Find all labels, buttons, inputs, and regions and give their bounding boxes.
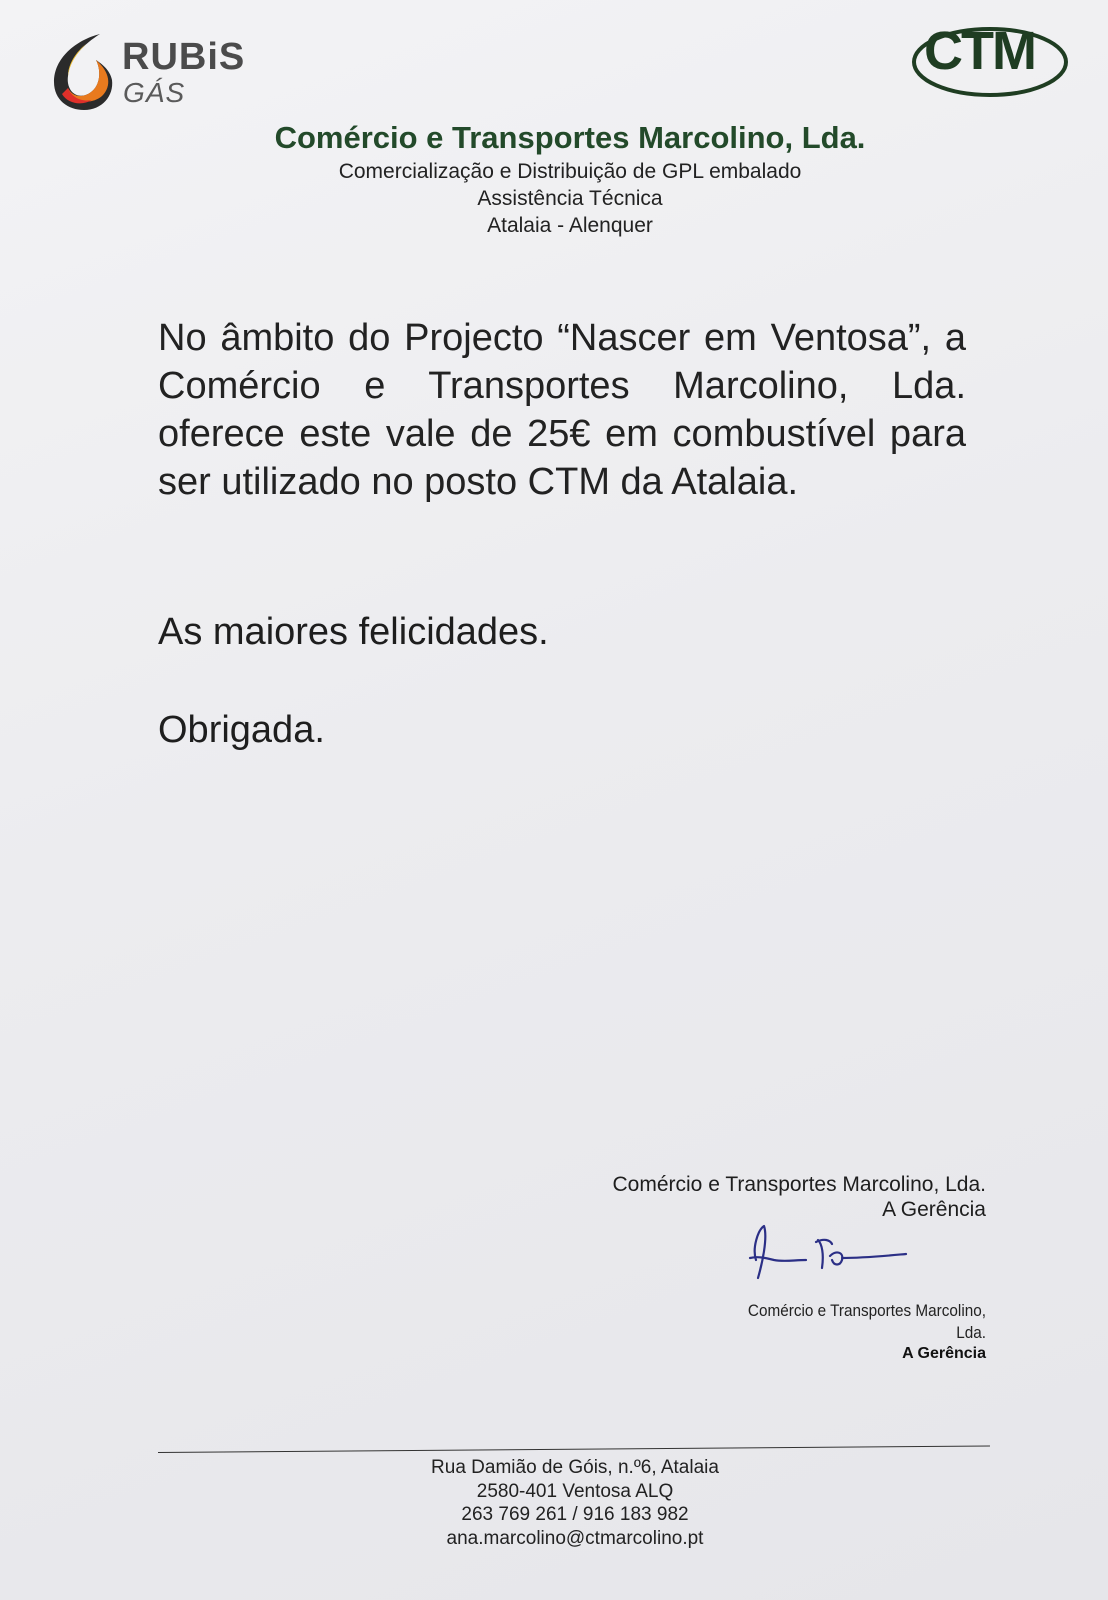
- body-paragraph: No âmbito do Projecto “Nascer em Ventosa”, a Comércio e Transportes Marcolino, Lda. oferece este vale de 25€ em combustível para ser utilizado no posto CTM da Atalaia.: [158, 317, 966, 503]
- footer: [380, 1456, 770, 1550]
- ctm-logo: [910, 20, 1070, 100]
- handwritten-signature: [744, 1220, 934, 1290]
- footer-postal-code: 2580-401 Ventosa ALQ: [476, 1480, 674, 1502]
- letterhead: [160, 118, 980, 239]
- signature-company: Comércio e Transportes Marcolino, Lda.: [612, 1173, 986, 1196]
- company-name: Comércio e Transportes Marcolino, Lda.: [274, 120, 866, 155]
- flame-icon: [46, 30, 118, 112]
- footer-phones: 263 769 261 / 916 183 982: [461, 1504, 689, 1525]
- letter-body: [158, 314, 966, 506]
- closing-thanks: Obrigada.: [158, 709, 325, 751]
- stamp-role: A Gerência: [902, 1345, 986, 1362]
- stamp-company: Comércio e Transportes Marcolino, Lda.: [747, 1301, 986, 1342]
- signature-role: A Gerência: [882, 1198, 986, 1221]
- footer-email: ana.marcolino@ctmarcolino.pt: [446, 1527, 704, 1549]
- rubis-sub-text: GÁS: [123, 77, 186, 108]
- footer-divider: [158, 1445, 990, 1453]
- rubis-gas-logo: [46, 30, 266, 112]
- footer-address: Rua Damião de Góis, n.º6, Atalaia: [431, 1457, 719, 1478]
- company-stamp: [700, 1300, 986, 1364]
- letterhead-line: Comercialização e Distribuição de GPL embalado: [338, 160, 802, 183]
- signature-block: [560, 1172, 986, 1222]
- letterhead-line: Atalaia - Alenquer: [487, 214, 653, 237]
- letterhead-line: Assistência Técnica: [477, 187, 663, 210]
- closing-greeting: As maiores felicidades.: [158, 611, 549, 653]
- ctm-logo-text: CTM: [924, 21, 1035, 81]
- rubis-brand-text: RUBiS: [122, 36, 246, 78]
